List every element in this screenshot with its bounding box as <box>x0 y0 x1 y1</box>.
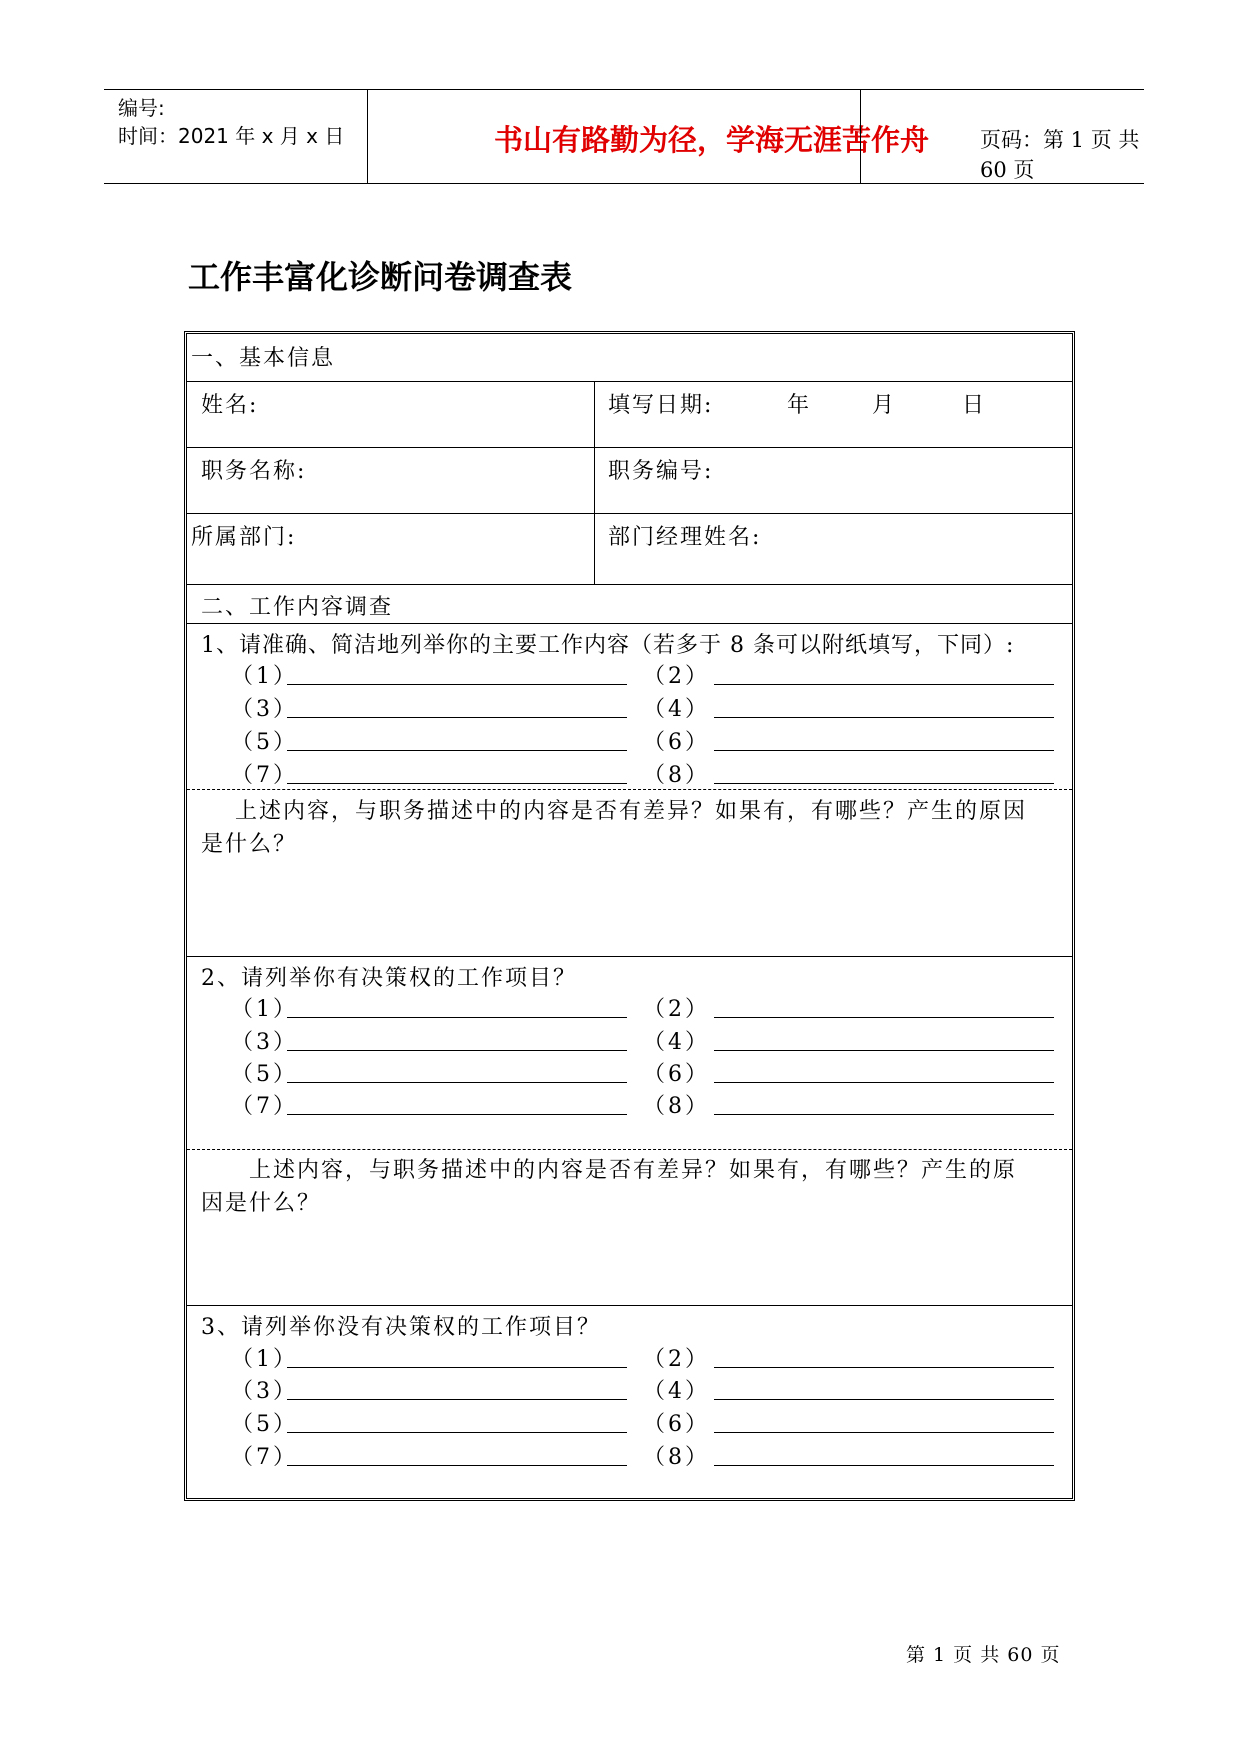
q1-item-6-label: （6） <box>643 730 710 755</box>
date-day-label: 日 <box>962 393 987 418</box>
q1-followup-line-2: 是什么？ <box>201 832 298 857</box>
q1-followup-line-1: 上述内容，与职务描述中的内容是否有差异？如果有，有哪些？产生的原因 <box>235 799 1028 824</box>
job-number-label: 职务编号: <box>608 459 714 484</box>
q2-item-2-label: （2） <box>643 997 710 1022</box>
q1-item-5-label: （5） <box>231 730 298 755</box>
q1-item-7-line[interactable] <box>287 783 627 784</box>
q1-item-3-line[interactable] <box>287 717 627 718</box>
question-2: 2、请列举你有决策权的工作项目？ <box>201 966 577 991</box>
question-3: 3、请列举你没有决策权的工作项目？ <box>201 1315 601 1340</box>
section-work-content-heading: 二、工作内容调查 <box>201 595 394 620</box>
q2-item-3-label: （3） <box>231 1030 298 1055</box>
q3-item-4-label: （4） <box>643 1379 710 1404</box>
name-label: 姓名: <box>201 393 259 418</box>
q3-item-1-label: （1） <box>231 1347 298 1372</box>
header-divider-right <box>860 90 861 183</box>
divider <box>187 956 1072 957</box>
q2-followup-question <box>201 1154 1067 1220</box>
q1-item-8-label: （8） <box>643 763 710 788</box>
q2-item-7-line[interactable] <box>287 1114 627 1115</box>
q2-item-4-line[interactable] <box>714 1050 1054 1051</box>
question-1: 1、请准确、简洁地列举你的主要工作内容（若多于 8 条可以附纸填写，下同）: <box>201 633 1015 658</box>
dashed-divider <box>187 1149 1072 1150</box>
divider <box>187 623 1072 624</box>
q2-item-8-line[interactable] <box>714 1114 1054 1115</box>
header-divider-left <box>367 90 368 183</box>
q3-item-4-line[interactable] <box>714 1399 1054 1400</box>
date-month-label: 月 <box>872 393 897 418</box>
q3-item-5-line[interactable] <box>287 1432 627 1433</box>
q3-item-7-label: （7） <box>231 1445 298 1470</box>
q2-item-2-line[interactable] <box>714 1017 1054 1018</box>
q3-item-7-line[interactable] <box>287 1465 627 1466</box>
divider <box>187 513 1072 514</box>
q2-item-1-label: （1） <box>231 997 298 1022</box>
q2-item-6-label: （6） <box>643 1062 710 1087</box>
page-footer: 第 1 页 共 60 页 <box>906 1644 1061 1666</box>
q3-item-3-line[interactable] <box>287 1399 627 1400</box>
q1-item-1-label: （1） <box>231 664 298 689</box>
q1-followup-question <box>201 795 1067 861</box>
date-year-label: 年 <box>787 393 812 418</box>
q3-item-3-label: （3） <box>231 1379 298 1404</box>
divider <box>187 381 1072 382</box>
questionnaire-form <box>184 331 1075 1501</box>
q3-item-8-line[interactable] <box>714 1465 1054 1466</box>
q1-item-6-line[interactable] <box>714 750 1054 751</box>
q1-item-3-label: （3） <box>231 697 298 722</box>
q3-item-5-label: （5） <box>231 1412 298 1437</box>
section-basic-info-heading: 一、基本信息 <box>191 346 336 371</box>
q2-item-1-line[interactable] <box>287 1017 627 1018</box>
q2-followup-line-1: 上述内容，与职务描述中的内容是否有差异？如果有，有哪些？产生的原 <box>249 1158 1018 1183</box>
q2-item-5-label: （5） <box>231 1062 298 1087</box>
q1-item-7-label: （7） <box>231 763 298 788</box>
divider <box>187 1305 1072 1306</box>
q2-item-3-line[interactable] <box>287 1050 627 1051</box>
q2-item-8-label: （8） <box>643 1094 710 1119</box>
department-label: 所属部门: <box>191 525 297 550</box>
q1-item-4-line[interactable] <box>714 717 1054 718</box>
time-label: 时间：2021 年 x 月 x 日 <box>118 124 345 148</box>
q2-followup-line-2: 因是什么？ <box>201 1191 322 1216</box>
q1-item-5-line[interactable] <box>287 750 627 751</box>
q3-item-6-label: （6） <box>643 1412 710 1437</box>
q1-item-1-line[interactable] <box>287 684 627 685</box>
page-header <box>104 89 1144 184</box>
q2-item-6-line[interactable] <box>714 1082 1054 1083</box>
fill-date-label: 填写日期: <box>608 393 714 418</box>
q2-item-7-label: （7） <box>231 1094 298 1119</box>
q2-item-5-line[interactable] <box>287 1082 627 1083</box>
divider <box>187 584 1072 585</box>
q1-item-2-label: （2） <box>643 664 710 689</box>
q1-item-2-line[interactable] <box>714 684 1054 685</box>
q3-item-6-line[interactable] <box>714 1432 1054 1433</box>
column-divider <box>594 381 595 584</box>
q1-item-8-line[interactable] <box>714 783 1054 784</box>
q1-item-4-label: （4） <box>643 697 710 722</box>
q3-item-1-line[interactable] <box>287 1367 627 1368</box>
q3-item-8-label: （8） <box>643 1445 710 1470</box>
job-title-label: 职务名称: <box>201 459 307 484</box>
dashed-divider <box>187 789 1072 790</box>
q3-item-2-label: （2） <box>643 1347 710 1372</box>
number-label: 编号: <box>118 96 165 120</box>
document-title: 工作丰富化诊断问卷调查表 <box>188 258 573 296</box>
header-meta <box>118 94 344 150</box>
department-manager-label: 部门经理姓名: <box>608 525 762 550</box>
q2-item-4-label: （4） <box>643 1030 710 1055</box>
q3-item-2-line[interactable] <box>714 1367 1054 1368</box>
header-page-info: 页码：第 1 页 共 60 页 <box>980 128 1140 182</box>
header-motto: 书山有路勤为径，学海无涯苦作舟 <box>493 123 929 157</box>
divider <box>187 447 1072 448</box>
